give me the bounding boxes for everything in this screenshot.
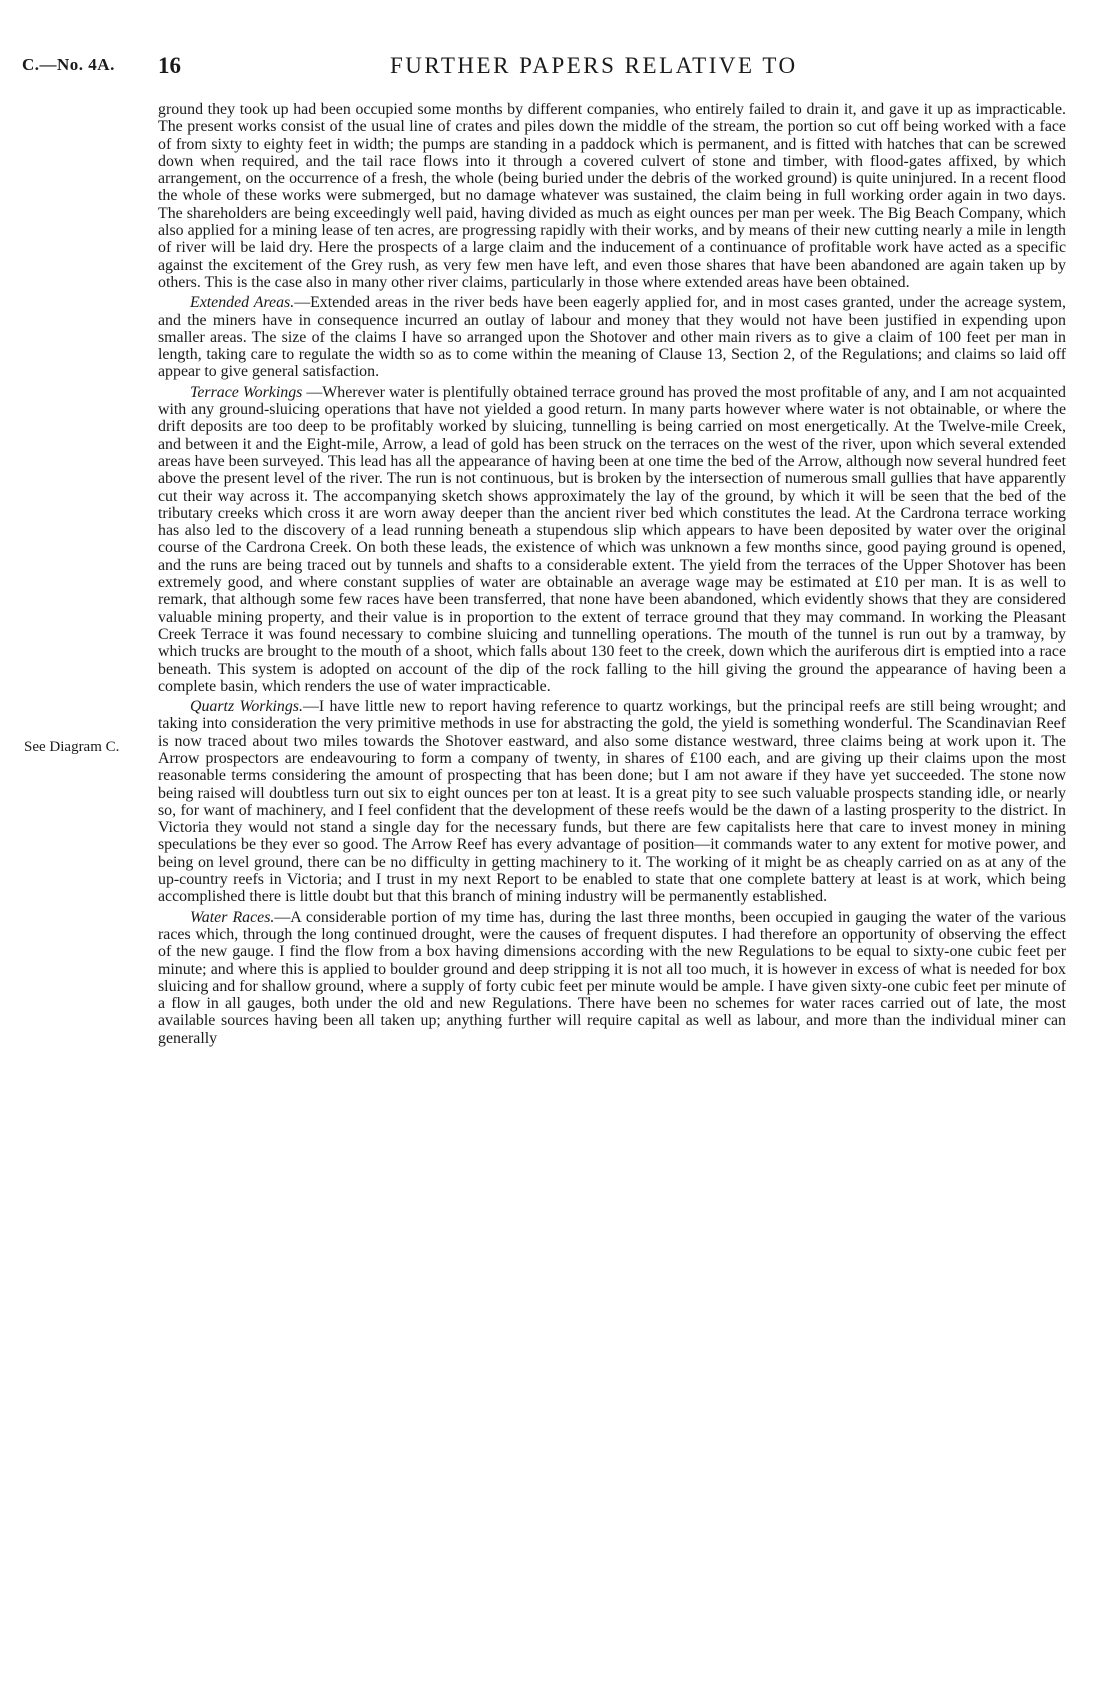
paragraph-text: —A considerable portion of my time has, during the last three months, been occupied in gauging the water of the various races which, through the long continued drought, were the causes of frequent disputes. I had therefore an opportunity of observing the effect of the new gauge. I find the flow from a box having dimensions according with the new Regulations to be equal to sixty-one cubic feet per minute; and where this is applied to boulder ground and deep stripping it is not all too much, it is however in excess of what is needed for box sluicing and for shallow ground, where a supply of forty cubic feet per minute would be ample. I have given sixty-one cubic feet per minute of a flow in all gauges, both under the old and new Regulations. There have been no schemes for water races carried out of late, the most available sources having been all taken up; anything further will require capital as well as labour, and more than the individual miner can generally (158, 908, 1067, 1047)
paragraph-quartz-workings (158, 698, 1066, 906)
running-title: FURTHER PAPERS RELATIVE TO (390, 53, 798, 78)
section-heading: Water Races. (190, 908, 275, 926)
document-reference: C.—No. 4A. (22, 55, 115, 74)
paragraph-river-claims (158, 101, 1066, 291)
page-number: 16 (158, 53, 181, 78)
section-heading: Quartz Workings. (190, 698, 303, 716)
paragraph-water-races (158, 909, 1066, 1047)
paragraph-text: —Extended areas in the river beds have been eagerly applied for, and in most cases granted, under the acreage system, and the miners have in consequence incurred an outlay of labour and money that they would not have been justified in expending upon smaller areas. The size of the claims I have so arranged upon the Shotover and other main rivers as to give a claim of 100 feet per man in length, taking care to regulate the width so as to come within the meaning of Clause 13, Section 2, of the Regulations; and claims so laid off appear to give general satisfaction. (158, 294, 1066, 381)
paragraph-text: —Wherever water is plentifully obtained terrace ground has proved the most profitable of any, and I am not acquainted with any ground-sluicing operations that have not yielded a good return. In many parts however where water is not obtainable, or where the drift deposits are too deep to be profitably worked by sluicing, tunnelling is being carried on most energetically. At the Twelve-mile Creek, and between it and the Eight-mile, Arrow, a lead of gold has been struck on the terraces on the west of the river, upon which several extended areas have been surveyed. This lead has all the appearance of having been at one time the bed of the Arrow, although now several hundred feet above the present level of the river. The run is not continuous, but is broken by the intersection of numerous small gullies that have apparently cut their way across it. The accompanying sketch shows approximately the lay of the ground, by which it will be seen that the bed of the tributary creeks which cross it are worn away deeper than the ancient river bed which constitutes the lead. At the Cardrona terrace working has also led to the discovery of a lead running beneath a stupendous slip which appears to have been deposited by water over the original course of the Cardrona Creek. On both these leads, the existence of which was unknown a few months since, good paying ground is opened, and the runs are being traced out by tunnels and shafts to a considerable extent. The yield from the terraces of the Upper Shotover has been extremely good, and where constant supplies of water are obtainable an average wage may be estimated at £10 per man. It is as well to remark, that although some few races have been transferred, that none have been abandoned, which evidently shows that they are considered valuable mining property, and their value is in proportion to the extent of terrace ground that they may command. In working the Pleasant Creek Terrace it was found necessary to combine sluicing and tunnelling operations. The mouth of the tunnel is run out by a tramway, by which trucks are brought to the mouth of a shoot, which falls about 130 feet to the creek, down which the auriferous dirt is emptied into a race beneath. This system is adopted on account of the dip of the rock falling to the hill giving the ground the appearance of having been a complete basin, which renders the use of water impracticable. (158, 383, 1066, 695)
section-heading: Extended Areas. (190, 294, 295, 312)
paragraph-text: ground they took up had been occupied some months by different companies, who entirely failed to drain it, and gave it up as impracticable. The present works consist of the usual line of crates and piles down the middle of the stream, the portion so cut off being worked with a face of from sixty to eighty feet in width; the pumps are standing in a paddock which is permanent, and is fitted with hatches that can be screwed down when required, and the tail race flows into it through a covered culvert of stone and timber, with flood-gates affixed, by which arrangement, on the occurrence of a fresh, the whole (being buried under the debris of the worked ground) is quite uninjured. In a recent flood the whole of these works were submerged, but no damage whatever was sustained, the claim being in full working order again in two days. The shareholders are being exceedingly well paid, having divided as much as eight ounces per man per week. The Big Beach Company, which also applied for a mining lease of ten acres, are progressing rapidly with their works, and by means of their new cutting nearly a mile in length of river will be laid dry. Here the prospects of a large claim and the inducement of a continuance of profitable work have acted as a specific against the excitement of the Grey rush, as very few men have left, and even those shares that have been abandoned are again taken up by others. This is the case also in many other river claims, particularly in those where extended areas have been obtained. (158, 101, 1066, 291)
margin-note: See Diagram C. (24, 739, 120, 755)
paragraph-text: —I have little new to report having reference to quartz workings, but the principal reefs are still being wrought; and taking into consideration the very primitive methods in use for abstracting the gold, the yield is something wonderful. The Scandinavian Reef is now traced about two miles towards the Shotover eastward, and also some distance westward, three claims being at work upon it. The Arrow prospectors are endeavouring to form a company of twenty, in shares of £100 each, and are giving up their claims upon the most reasonable terms considering the amount of prospecting that has been done; but I am not aware if they have yet succeeded. The stone now being raised will doubtless turn out six to eight ounces per ton at least. It is a great pity to see such valuable prospects standing idle, or nearly so, for want of machinery, and I feel confident that the development of these reefs would be the dawn of a lasting prosperity to the district. In Victoria they would not stand a single day for the necessary funds, but there are few capitalists here that care to invest money in mining speculations be they ever so good. The Arrow Reef has every advantage of position—it commands water to any extent for motive power, and being on level ground, there can be no difficulty in getting machinery to it. The working of it might be as cheaply carried on as at any of the up-country reefs in Victoria; and I trust in my next Report to be enabled to state that one complete battery at least is at work, which being accomplished there is little doubt but that this branch of mining industry will be permanently established. (158, 698, 1066, 906)
paragraph-terrace-workings (158, 384, 1066, 695)
paragraph-extended-areas (158, 294, 1066, 380)
section-heading: Terrace Workings (190, 383, 303, 401)
page-header (0, 53, 1114, 83)
body-text (158, 101, 1066, 1050)
